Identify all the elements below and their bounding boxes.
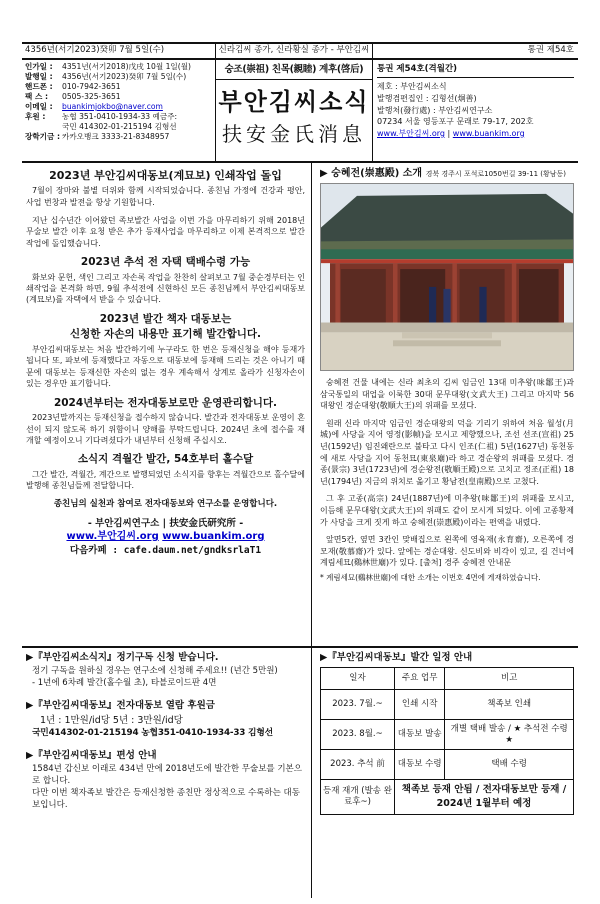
main-body [22, 163, 578, 648]
masthead [22, 60, 578, 163]
issue-number: 통권 제54호 [527, 45, 574, 56]
motto: 숭조(崇祖) 친목(親睦) 계후(啓后) [216, 60, 372, 80]
site-link[interactable]: www.buankim.org [162, 531, 265, 542]
top-bar [22, 42, 578, 60]
headline-book-b: 신청한 자손의 내용만 표기해 발간합니다. [69, 328, 262, 341]
headline-book-a: 2023년 발간 책자 대동보는 [99, 312, 232, 325]
donation-heading: ▶『부안김씨대동보』전자대동보 열람 후원금 [26, 700, 215, 712]
headline-printing: 2023년 부안김씨대동보(계묘보) 인쇄작업 돌입 [49, 169, 282, 182]
masthead-title-block [215, 60, 373, 161]
donation-prices: 1년 : 1만원/id당 5년 : 3만원/id당 [40, 715, 183, 727]
news-column: 2023년 부안김씨대동보(계묘보) 인쇄작업 돌입 7월이 장마와 불볕 더위와 함께 시작되었습니다. 종친님 가정에 건강과 평안, 사업 번창과 발전을 항상 기원합니다. 지난 십수년간 이어왔던 족보발간 사업을 이번 가을 마무리하기 위해 2018년 무술보 발간 이후 요청 받은 추가 등재사업을 마무리하고 이제 본격적으로 발간 작업에 돌입했습니다. 2023년 추석 전 자택 택배수령 가능 화보와 문헌, 색인 그리고 자손록 작업을 찬찬히 살펴보고 7월 중순경부터는 인쇄작업을 본격화 하면, 9월 추석전에 신현하신 모든 종친님께서 부안김씨대동보(계묘보)를 자택에서 받을 수 있습니다. 2023년 발간 책자 대동보는 신청한 자손의 내용만 표기해 발간합니다. 부안김씨대동보는 처음 발간하기에 누구라도 한 번은 등재신청을 해야 등재가 됩니다 또, 파보에 등재했다고 자동으로 대동보에 등재해 드리는 것은 아니기 때문에 대동보는 등재신한 자손의 없는 경우 계속해서 상계로 올라가 신청자손이 있는 경우만 표기합니다. 2024년부터는 전자대동보로만 운영관리합니다. 2023년말까지는 등재신청을 접수하지 않습니다. 발간과 전자대동보 운영이 혼선이 되지 않도록 하기 위함이니 양해를 부탁드립니다. 2024년 초에 접수를 재개할 예정이오니 기다려셨다가 내년부터 신청해 주십시오. 소식지 격월간 발간, 54호부터 홀수달 그간 발간, 격월간, 계간으로 발행되었던 소식지를 향후는 격월간으로 홀수달에 발행해 종친님들께 전달합니다. 종친님의 실천과 참여로 전자대동보와 연구소를 운영합니다. - 부안김씨연구소 | 扶安金氏研究所 - www.부안김씨.org www.buankim.org 다음카페 : cafe.daum.net/gndksrlaT1 [22, 163, 312, 646]
subscription-heading: ▶『부안김씨소식지』정기구독 신청 받습니다. [26, 652, 219, 663]
headline-delivery: 2023년 추석 전 자택 택배수령 가능 [80, 256, 251, 269]
website-link-korean[interactable]: www.부안김씨.org [377, 128, 446, 138]
publication-info: 인가일 : 4351년(서기2018)戊戌 10월 1일(월) 발행일 : 4356년(서기2023)癸卯 7월 5일(수) 핸드폰 : 010-7942-3651 팩 스 : 0505-325-3651 이메일 : buankimjokbo@naver.com 후원 : 농협 351-0410-1934-33 예금주: 국민 414302-01-215194 김형선 장학기금 : 카카오뱅크 3333-21-8348957 [25, 62, 192, 142]
schedule-panel [312, 648, 578, 898]
table-row: 2023. 추석 前 대동보 수령 택배 수령 [321, 750, 574, 780]
notices: ▶『부안김씨소식지』정기구독 신청 받습니다. 정기 구독을 원하실 경우는 연구소에 신청해 주세요!! (년간 5만원) - 1년에 6차례 발간(홀수월 초), 타블로이드판 4면 ▶『부안김씨대동보』전자대동보 열람 후원금 1년 : 1만원/id당 5년 : 3만원/id당 국민414302-01-215194 농협351-0410-1934-33 김형선 ▶『부안김씨대동보』편성 안내 1584년 갑신보 이래로 434년 만에 2018년도에 발간한 무술보를 기본으로 합니다. 다만 이번 책자족보 발간은 등재신청한 종친만 정상적으로 수록하는 대동보입니다. [22, 648, 312, 898]
headline-bimonthly: 소식지 격월간 발간, 54호부터 홀수달 [77, 453, 254, 466]
table-row: 2023. 7월.~ 인쇄 시작 책족보 인쇄 [321, 690, 574, 720]
clan-line: 신라김씨 종가, 신라황실 종가 - 부안김씨 [215, 44, 373, 58]
bottom-section [22, 648, 578, 898]
schedule-table [320, 667, 574, 815]
shrine-photo [320, 183, 574, 371]
shrine-heading: ▶ 숭혜전(崇惠殿) 소개 경북 경주시 포석로1050번길 39-11 (황남동) [320, 168, 567, 179]
table-header-row: 일자 주요 업무 비고 [321, 668, 574, 690]
newsletter-title-hanja: 扶安金氏消息 [222, 121, 366, 146]
publisher-block: 통권 제54호(격월간) 제호 : 부안김씨소식 발행겸편집인 : 김형선(炯善) 발행처(發行處) : 부안김씨연구소 07234 서울 영등포구 문래로 79-17, 202호 www.부안김씨.org | www.buankim.org [373, 60, 578, 161]
email-link[interactable]: buankimjokbo@naver.com [62, 102, 163, 112]
headline-electronic: 2024년부터는 전자대동보로만 운영관리합니다. [53, 396, 278, 409]
compilation-heading: ▶『부안김씨대동보』편성 안내 [26, 749, 157, 761]
footnote: * 계림세묘(鷄林世廟)에 대한 소개는 이번호 4면에 게재하였습니다. [320, 572, 541, 582]
shrine-column: ▶ 숭혜전(崇惠殿) 소개 경북 경주시 포석로1050번길 39-11 (황남동) 숭혜전 건물 내에는 신라 최초의 김씨 임금인 13대 미추왕(味鄒王)과 삼국통일의 대업을 이룩한 30대 문무대왕(文武大王) 그리고 마지막 56대왕인 경순대왕(敬順大王)의 위패를 모셨다. 원래 신라 마지막 임금인 경순대왕의 덕을 기리기 위하여 처음 월성(月城)에 사당을 지어 영정(影幀)을 모시고 제향했으나, 조선 선조(宣祖) 25년(1592년) 임진왜란으로 불타고 다시 인조(仁祖) 5년(1627년) 동천동에 새로 사당을 지어 동천묘(東泉廟)라 하고 경순왕의 위패를 모셨다. 경종(景宗) 3년(1723년)에 경순왕전(敬順王殿)으로 고치고 정조(正祖) 18년(1794년) 지금의 위치로 옮기고 황남전(皇南殿)으로 고쳤다. 그 후 고종(高宗) 24년(1887년)에 미추왕(味鄒王)의 위패를 모시고, 이듬해 문무대왕(文武大王)의 위패도 같이 모시게 되었다. 이에 고종황제가 사당을 크게 짓게 하고 숭혜전(崇惠殿)이라는 편액을 내렸다. 앞면5칸, 옆면 3칸인 맞배집으로 왼쪽에 영육재(永育齋), 오른쪽에 경모재(敬慕齋)가 있다. 앞에는 경순대왕. 신도비와 비각이 있고, 길 건너에 계림세묘(鷄林世廟)가 있다. [출처] 경주 숭혜전 안내문 * 계림세묘(鷄林世廟)에 대한 소개는 이번호 4면에 게재하였습니다. [320, 168, 574, 582]
site-link-korean[interactable]: www.부안김씨.org [66, 531, 159, 542]
institute-name: - 부안김씨연구소 | 扶安金氏研究所 - [87, 517, 244, 529]
schedule-heading: ▶『부안김씨대동보』발간 일정 안내 [320, 652, 473, 663]
issue-date: 4356년(서기2023)癸卯 7월 5일(수) [25, 45, 165, 56]
call-to-action: 종친님의 실천과 참여로 전자대동보와 연구소를 운영합니다. [53, 498, 278, 509]
shrine-photo-drawing [321, 184, 573, 370]
table-row: 2023. 8월.~ 대동보 발송 개별 택배 발송 / ★ 추석전 수령 ★ [321, 720, 574, 750]
table-row: 등재 재개 (발송 완료후~) 책족보 등재 안됨 / 전자대동보만 등재 / 2024년 1월부터 예정 [321, 780, 574, 815]
cafe-link[interactable]: 다음카페 : cafe.daum.net/gndksrlaT1 [69, 545, 262, 556]
newsletter-title: 부안김씨소식 [218, 87, 370, 117]
bank-accounts: 국민414302-01-215194 농협351-0410-1934-33 김형선 [32, 728, 273, 739]
website-link[interactable]: www.buankim.org [452, 128, 525, 138]
